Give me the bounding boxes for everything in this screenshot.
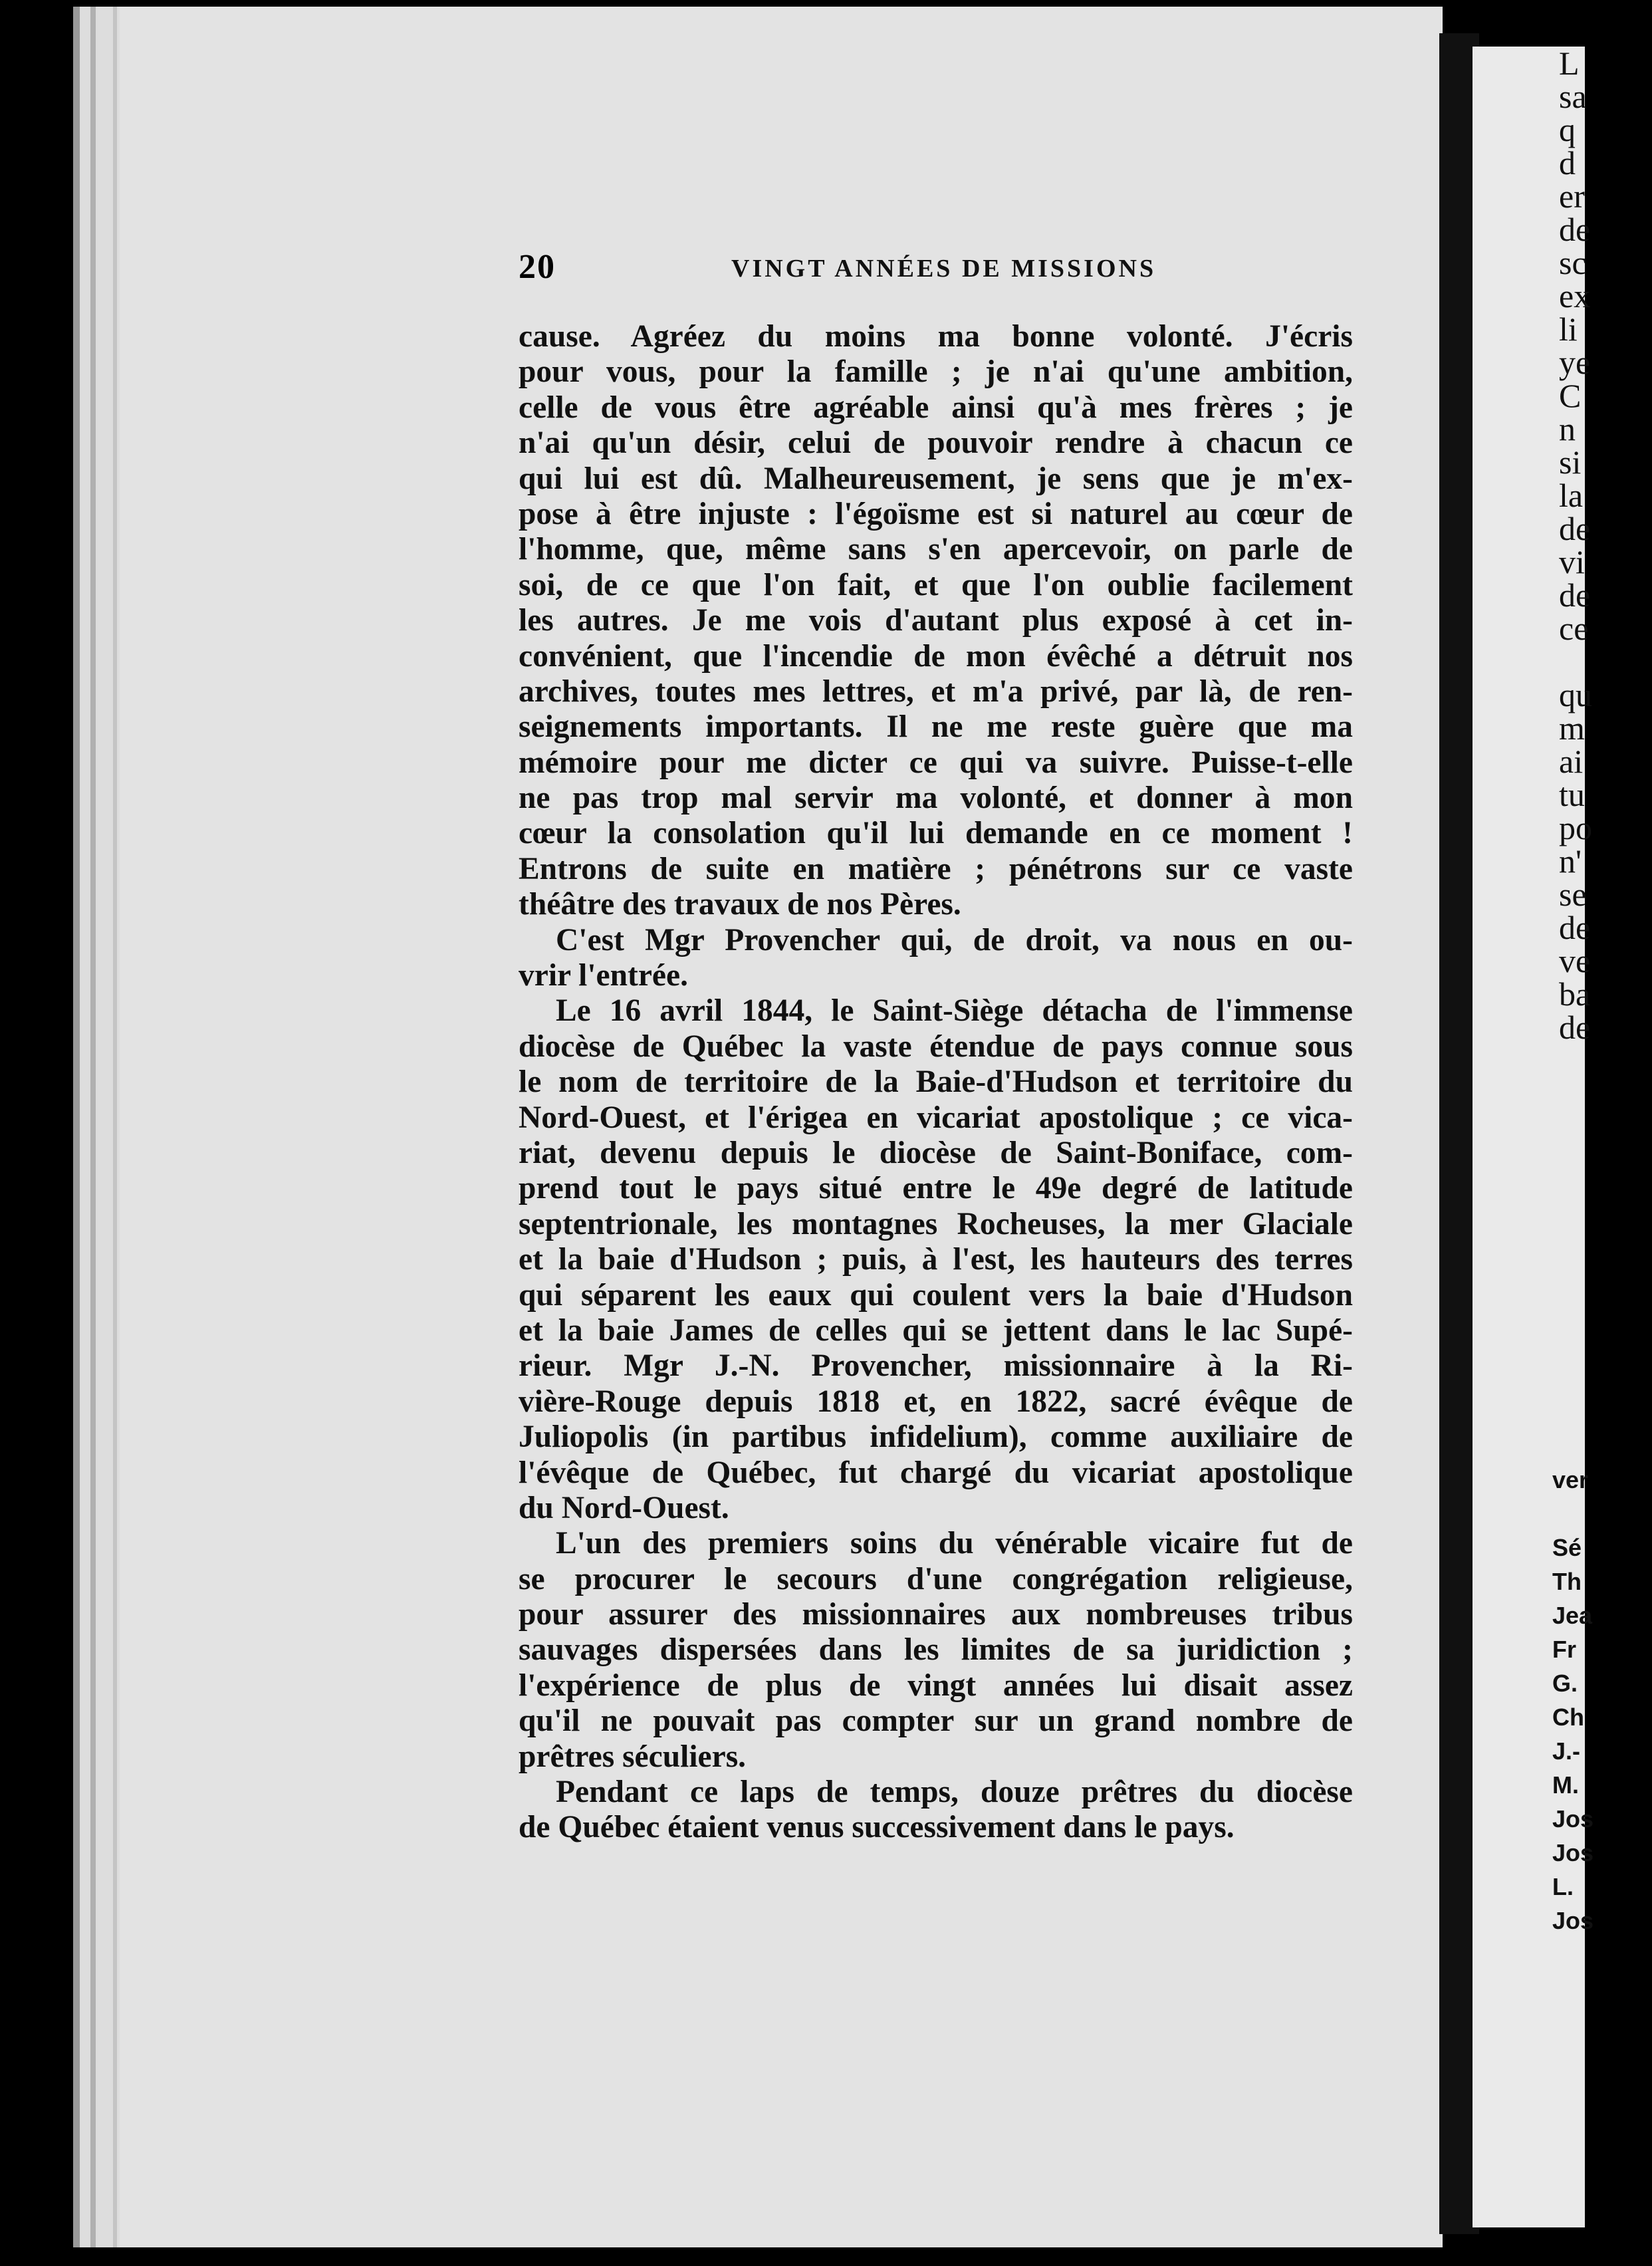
facing-text-fragment <box>1559 645 1652 678</box>
text-line: riat, devenu depuis le diocèse de Saint-Boniface, com- <box>519 1135 1353 1170</box>
text-line: ne pas trop mal servir ma volonté, et donner à mon <box>519 781 1353 816</box>
facing-text-fragment: n <box>1559 410 1576 447</box>
facing-name-fragment: Jos <box>1552 1907 1594 1934</box>
facing-name-fragment: M. <box>1552 1771 1579 1799</box>
text-line: les autres. Je me vois d'autant plus exposé à cet in- <box>519 603 1353 638</box>
facing-name-fragment: ver <box>1552 1466 1589 1493</box>
text-line: vrir l'entrée. <box>519 958 688 993</box>
facing-text-fragment: de <box>1559 1009 1591 1046</box>
text-line: C'est Mgr Provencher qui, de droit, va nous en ou- <box>556 922 1353 957</box>
facing-text-fragment: m <box>1559 709 1585 747</box>
facing-name-fragment: L. <box>1552 1873 1574 1900</box>
text-line: pour assurer des missionnaires aux nombreuses tribus <box>519 1597 1353 1632</box>
text-line: convénient, que l'incendie de mon évêché a détruit nos <box>519 638 1353 674</box>
facing-name-fragment: Sé <box>1552 1534 1582 1561</box>
text-line: l'évêque de Québec, fut chargé du vicariat apostolique <box>519 1455 1353 1490</box>
text-line: l'homme, que, même sans s'en apercevoir, on parle de <box>519 532 1353 567</box>
text-line: le nom de territoire de la Baie-d'Hudson et territoire du <box>519 1065 1353 1100</box>
text-line: et la baie James de celles qui se jettent dans le lac Supé- <box>519 1313 1353 1348</box>
facing-text-fragment: sa <box>1559 78 1587 115</box>
facing-text-fragment: ex <box>1559 277 1591 315</box>
text-line: archives, toutes mes lettres, et m'a privé, par là, de ren- <box>519 674 1353 709</box>
facing-text-fragment: C <box>1559 377 1582 414</box>
text-line: prend tout le pays situé entre le 49e degré de latitude <box>519 1171 1353 1206</box>
facing-name-fragment: Jea <box>1552 1602 1593 1629</box>
facing-text-fragment: li <box>1559 311 1578 348</box>
text-line: du Nord-Ouest. <box>519 1490 729 1525</box>
text-line: prêtres séculiers. <box>519 1739 747 1774</box>
facing-text-fragment: ye <box>1559 344 1591 381</box>
text-line: cœur la consolation qu'il lui demande en ce moment ! <box>519 816 1353 851</box>
facing-name-fragment: Jos <box>1552 1805 1594 1832</box>
text-line: et la baie d'Hudson ; puis, à l'est, les hauteurs des terres <box>519 1242 1353 1277</box>
facing-text-fragment: n' <box>1559 842 1582 880</box>
facing-text-fragment: de <box>1559 576 1591 614</box>
text-line: l'expérience de plus de vingt années lui disait assez <box>519 1668 1353 1703</box>
text-line: sauvages dispersées dans les limites de sa juridiction ; <box>519 1632 1353 1668</box>
facing-text-fragment: po <box>1559 809 1592 846</box>
facing-page-name-list <box>1552 1463 1593 1938</box>
text-line: Nord-Ouest, et l'érigea en vicariat apostolique ; ce vica- <box>519 1100 1353 1135</box>
facing-name-fragment: Ch <box>1552 1703 1584 1731</box>
facing-page-text-column <box>1559 47 1652 1044</box>
text-line: Entrons de suite en matière ; pénétrons sur ce vaste <box>519 851 1353 886</box>
text-line: seignements importants. Il ne me reste guère que ma <box>519 709 1353 745</box>
facing-text-fragment: qu <box>1559 676 1592 713</box>
text-line: pour vous, pour la famille ; je n'ai qu'une ambition, <box>519 354 1353 390</box>
facing-name-fragment <box>1552 1497 1593 1531</box>
facing-name-fragment: Fr <box>1552 1636 1576 1663</box>
text-line: Pendant ce laps de temps, douze prêtres du diocèse <box>556 1775 1353 1810</box>
text-line: se procurer le secours d'une congrégation religieuse, <box>519 1561 1353 1596</box>
text-line: mémoire pour me dicter ce qui va suivre. Puisse-t-elle <box>519 745 1353 780</box>
text-line: théâtre des travaux de nos Pères. <box>519 887 961 922</box>
text-line: Juliopolis (in partibus infidelium), comme auxiliaire de <box>519 1420 1353 1455</box>
facing-text-fragment: tu <box>1559 776 1585 813</box>
text-line: pose à être injuste : l'égoïsme est si naturel au cœur de <box>519 496 1353 531</box>
text-line: L'un des premiers soins du vénérable vicaire fut de <box>556 1526 1353 1561</box>
facing-text-fragment: se <box>1559 876 1587 913</box>
text-line: n'ai qu'un désir, celui de pouvoir rendre à chacun ce <box>519 426 1353 461</box>
running-title: VINGT ANNÉES DE MISSIONS <box>731 255 1157 283</box>
text-line: Le 16 avril 1844, le Saint-Siège détacha de l'immense <box>556 993 1353 1029</box>
text-line: de Québec étaient venus successivement dans le pays. <box>519 1810 1235 1845</box>
page-number: 20 <box>519 248 556 286</box>
facing-text-fragment: la <box>1559 477 1584 514</box>
facing-text-fragment: de <box>1559 909 1591 946</box>
text-line: qui lui est dû. Malheureusement, je sens que je m'ex- <box>519 461 1353 496</box>
facing-text-fragment: ba <box>1559 975 1591 1013</box>
facing-text-fragment: ve <box>1559 942 1591 979</box>
text-line: diocèse de Québec la vaste étendue de pays connue sous <box>519 1029 1353 1064</box>
facing-name-fragment: J.- <box>1552 1737 1581 1765</box>
text-line: qu'il ne pouvait pas compter sur un grand nombre de <box>519 1703 1353 1739</box>
text-line: vière-Rouge depuis 1818 et, en 1822, sacré évêque de <box>519 1384 1353 1419</box>
facing-name-fragment: Jos <box>1552 1839 1594 1866</box>
facing-page-fragment <box>1473 45 1594 2227</box>
body-text <box>519 319 1353 1846</box>
facing-name-fragment: G. <box>1552 1670 1578 1697</box>
facing-text-fragment: q <box>1559 111 1576 148</box>
text-line: rieur. Mgr J.-N. Provencher, missionnaire à la Ri- <box>519 1348 1353 1384</box>
facing-text-fragment: de <box>1559 510 1591 547</box>
facing-text-fragment: si <box>1559 443 1582 481</box>
facing-text-fragment: er <box>1559 178 1585 215</box>
facing-name-fragment: Th <box>1552 1568 1582 1595</box>
running-head <box>519 247 1356 294</box>
facing-text-fragment: d <box>1559 144 1576 182</box>
facing-text-fragment: ai <box>1559 743 1584 780</box>
facing-text-fragment: L <box>1559 45 1580 82</box>
text-line: soi, de ce que l'on fait, et que l'on oublie facilement <box>519 567 1353 602</box>
facing-text-fragment: vi <box>1559 543 1585 580</box>
text-line: celle de vous être agréable ainsi qu'à mes frères ; je <box>519 390 1353 425</box>
facing-text-fragment: ce <box>1559 610 1589 647</box>
facing-text-fragment: sc <box>1559 244 1587 281</box>
facing-text-fragment: de <box>1559 211 1591 248</box>
text-line: cause. Agréez du moins ma bonne volonté. J'écris <box>519 319 1353 354</box>
text-line: septentrionale, les montagnes Rocheuses, la mer Glaciale <box>519 1206 1353 1241</box>
text-line: qui séparent les eaux qui coulent vers la baie d'Hudson <box>519 1277 1353 1313</box>
